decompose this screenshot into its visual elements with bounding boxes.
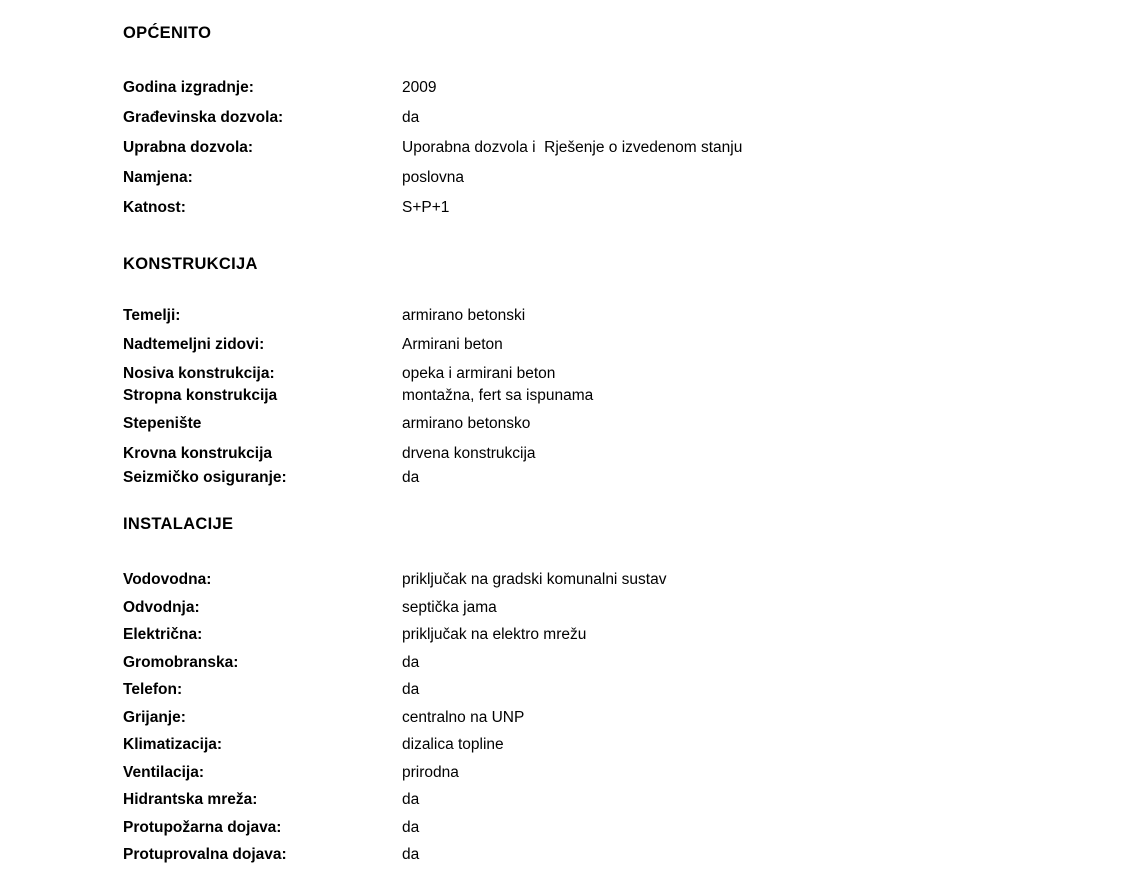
field-label: Električna:	[123, 626, 203, 643]
field-label: Stropna konstrukcija	[123, 387, 278, 404]
field-row	[123, 655, 1102, 671]
field-label: Telefon:	[123, 681, 183, 698]
field-label: Krovna konstrukcija	[123, 445, 273, 462]
field-value: drvena konstrukcija	[402, 445, 536, 462]
field-value: priključak na elektro mrežu	[402, 626, 587, 643]
field-value: da	[402, 469, 420, 486]
field-label: Gromobranska:	[123, 653, 239, 671]
field-value: poslovna	[402, 169, 465, 186]
section-opcenito	[123, 80, 1102, 216]
field-row	[123, 820, 1102, 836]
section-konstrukcija	[123, 308, 1102, 486]
field-row	[123, 170, 1102, 186]
field-row	[123, 80, 1102, 96]
field-value: prirodna	[402, 763, 459, 781]
field-row	[123, 366, 1102, 382]
field-row	[123, 600, 1102, 616]
section-instalacije	[123, 572, 1102, 863]
field-row	[123, 110, 1102, 126]
field-label: Godina izgradnje:	[123, 79, 254, 96]
field-row	[123, 847, 1102, 863]
field-label: Stepenište	[123, 415, 202, 432]
field-label: Klimatizacija:	[123, 736, 223, 753]
field-row	[123, 200, 1102, 216]
field-label: Protuprovalna dojava:	[123, 846, 287, 863]
field-value: opeka i armirani beton	[402, 365, 556, 382]
field-label: Vodovodna:	[123, 571, 212, 588]
field-value: Uporabna dozvola i Rješenje o izvedenom stanju	[402, 139, 743, 156]
field-value: da	[402, 818, 420, 836]
field-row	[123, 446, 1102, 462]
field-row	[123, 710, 1102, 726]
field-value: 2009	[402, 79, 437, 96]
field-value: Armirani beton	[402, 336, 503, 353]
field-row	[123, 792, 1102, 808]
field-row	[123, 682, 1102, 698]
field-value: montažna, fert sa ispunama	[402, 387, 594, 404]
field-value: S+P+1	[402, 199, 450, 216]
field-label: Namjena:	[123, 169, 193, 186]
field-label: Hidrantska mreža:	[123, 791, 258, 808]
field-value: da	[402, 109, 420, 126]
field-label: Seizmičko osiguranje:	[123, 469, 287, 486]
field-row	[123, 627, 1102, 643]
field-label: Katnost:	[123, 199, 186, 216]
field-label: Odvodnja:	[123, 598, 200, 616]
field-value: da	[402, 846, 420, 863]
section-heading-opcenito: OPĆENITO	[123, 24, 212, 42]
field-row	[123, 572, 1102, 588]
field-label: Nosiva konstrukcija:	[123, 365, 275, 382]
field-label: Temelji:	[123, 307, 181, 324]
section-heading-instalacije: INSTALACIJE	[123, 515, 234, 533]
field-label: Nadtemeljni zidovi:	[123, 336, 265, 353]
field-row	[123, 765, 1102, 781]
field-value: centralno na UNP	[402, 708, 525, 726]
field-label: Grijanje:	[123, 708, 186, 726]
field-row	[123, 388, 1102, 404]
field-row	[123, 416, 1102, 432]
field-row	[123, 470, 1102, 486]
field-label: Ventilacija:	[123, 763, 204, 781]
field-row	[123, 308, 1102, 324]
field-value: septička jama	[402, 598, 497, 616]
field-label: Građevinska dozvola:	[123, 109, 284, 126]
field-label: Uprabna dozvola:	[123, 139, 254, 156]
field-value: priključak na gradski komunalni sustav	[402, 571, 667, 588]
field-value: armirano betonsko	[402, 415, 531, 432]
field-value: dizalica topline	[402, 736, 504, 753]
field-row	[123, 737, 1102, 753]
section-heading-konstrukcija: KONSTRUKCIJA	[123, 255, 258, 273]
field-row	[123, 337, 1102, 353]
field-value: da	[402, 653, 420, 671]
field-value: da	[402, 681, 420, 698]
field-value: armirano betonski	[402, 307, 526, 324]
field-row	[123, 140, 1102, 156]
field-label: Protupožarna dojava:	[123, 818, 282, 836]
field-value: da	[402, 791, 420, 808]
